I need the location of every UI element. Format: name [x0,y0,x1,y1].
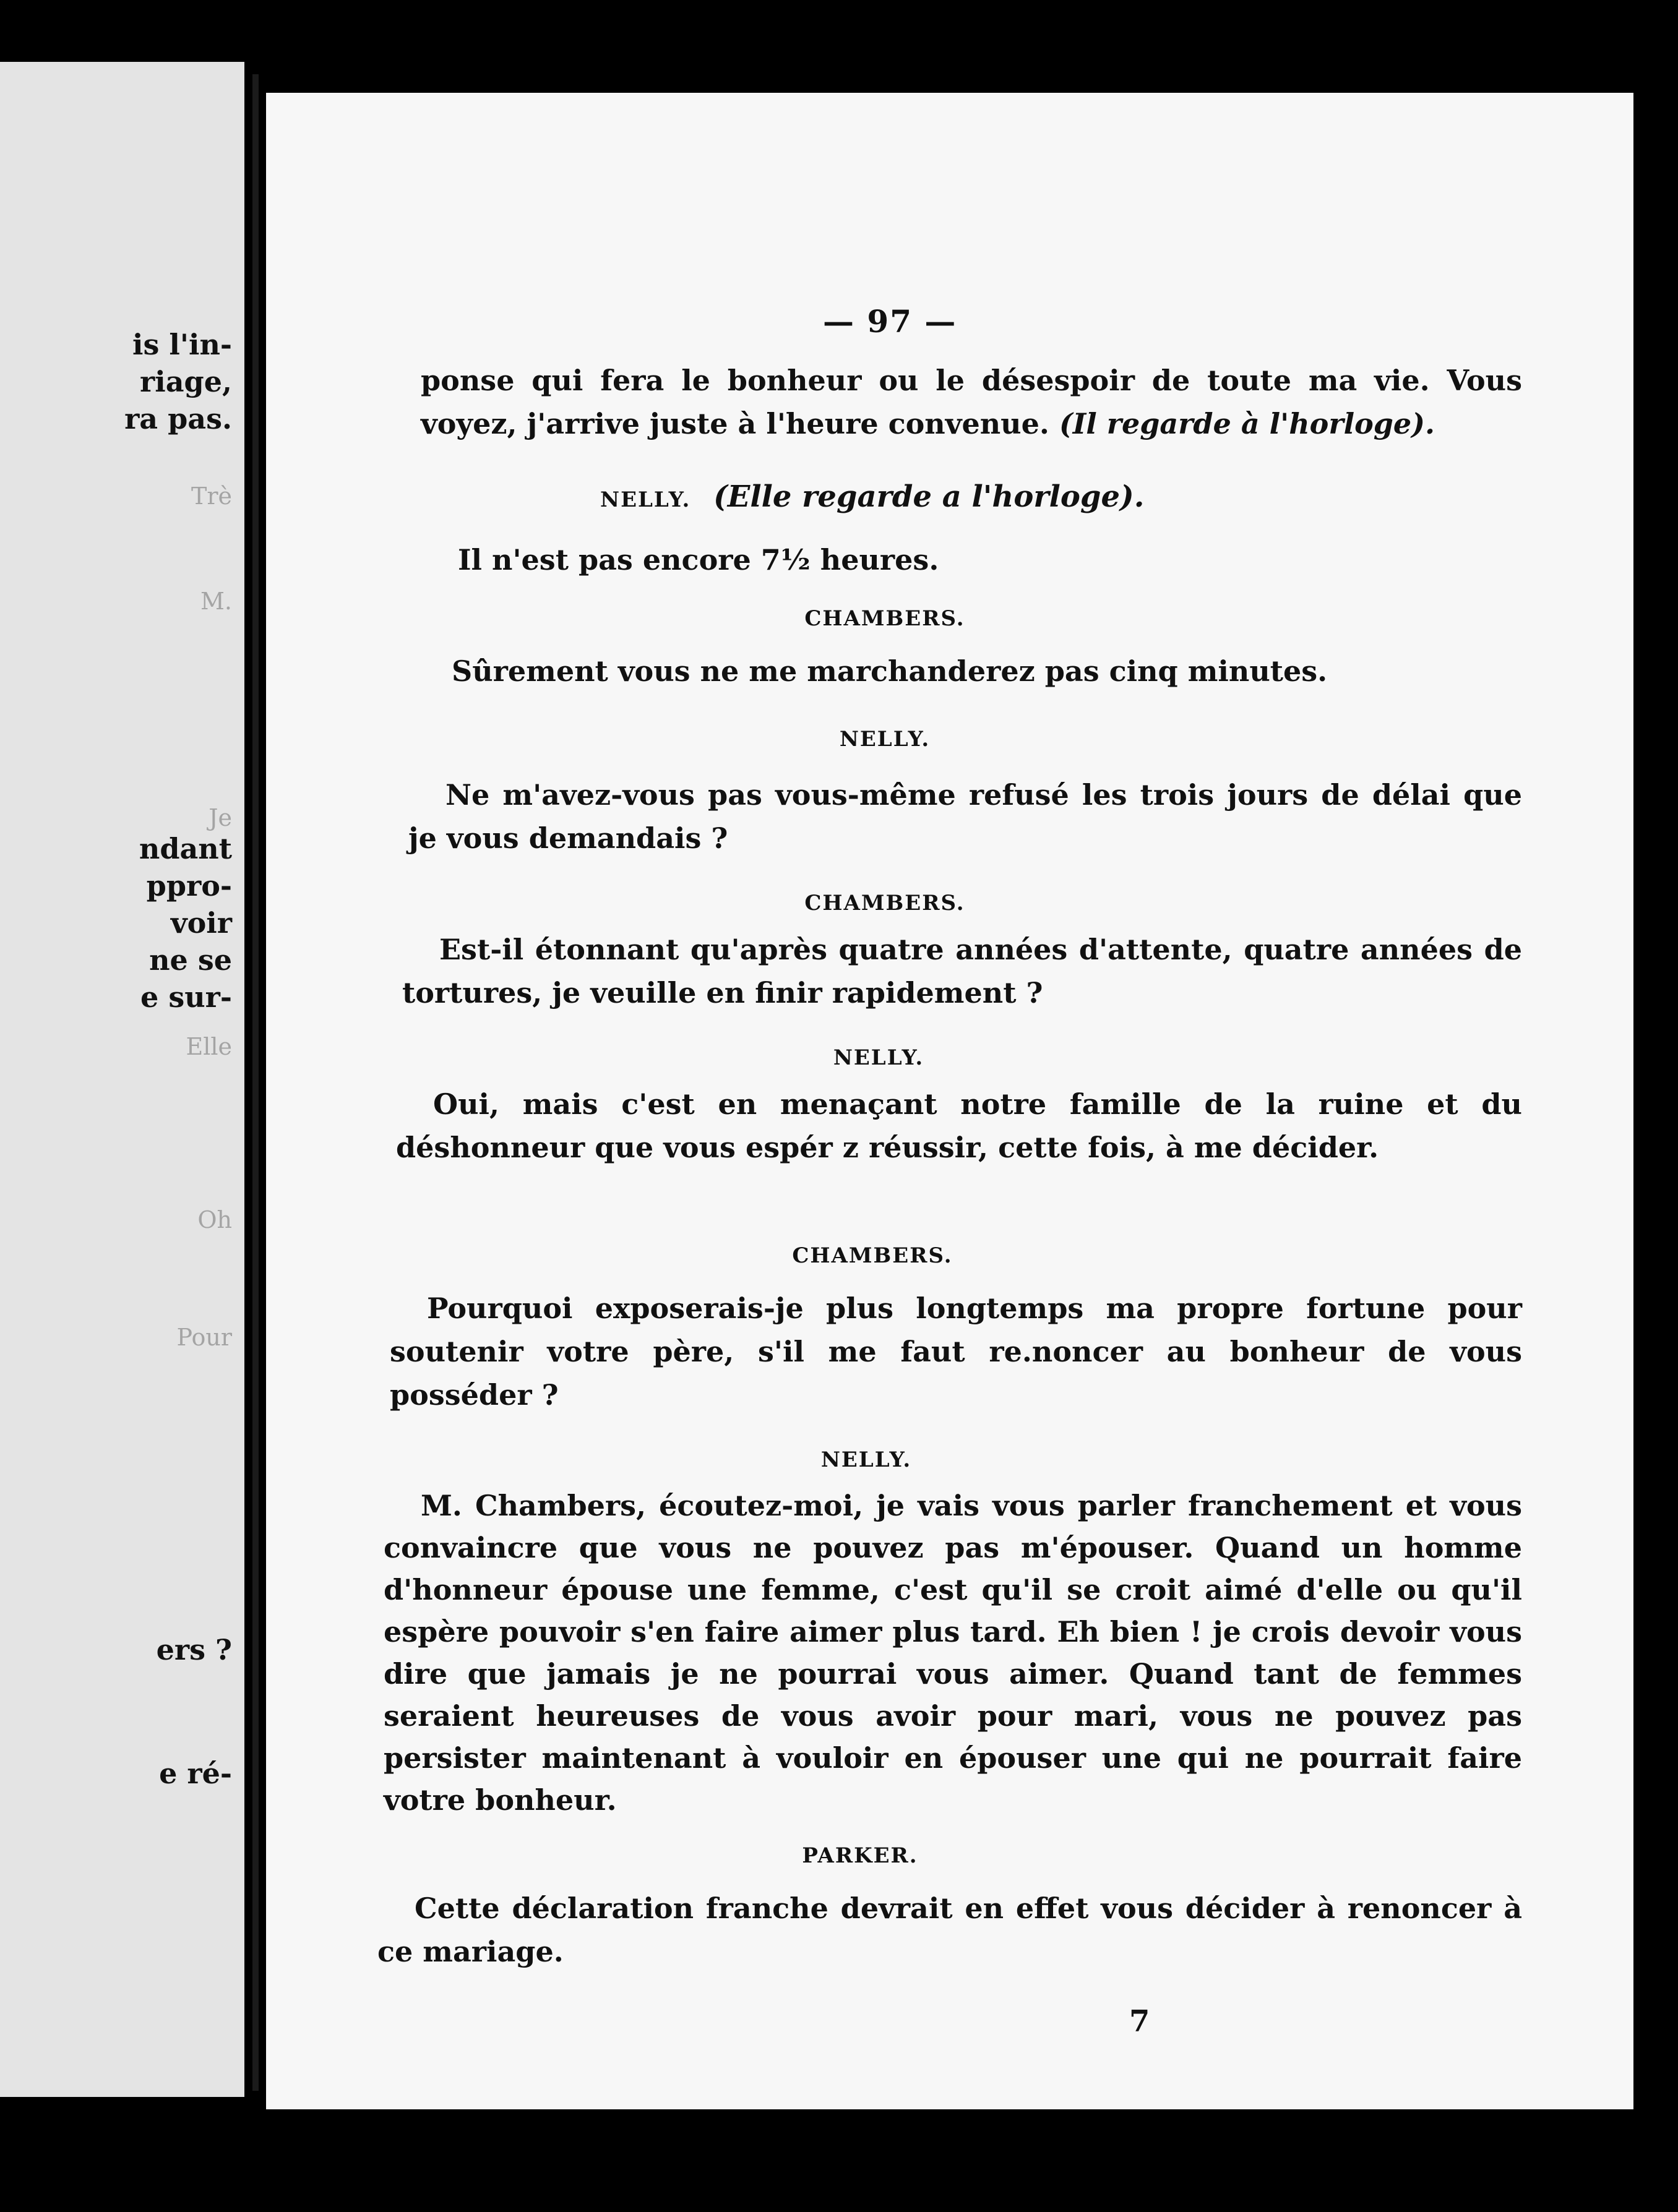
dialogue-paragraph [384,1485,1522,1821]
dialogue-paragraph [396,1082,1522,1169]
paragraph-text: M. Chambers, écoutez-moi, je vais vous parler franchement et vous convaincre que vous ne pouvez pas m'épouser. Quand un homme d'honneur épouse une femme, c'est qu'il se croit aimé d'elle ou qu'il espère pouvoir s'en faire aimer plus tard. Eh bien ! je crois devoir vous dire que jamais je ne pourrai vous aimer. Quand tant de femmes seraient heureuses de vous avoir pour mari, vous ne pouvez pas persister maintenant à vouloir en épouser une qui ne pourrait faire votre bonheur. [384,1489,1522,1817]
left-page-text: Pour [176,1324,232,1351]
left-page-fragment [0,62,244,2097]
speaker-name: CHAMBERS. [804,606,965,631]
speaker-name: PARKER. [802,1843,918,1868]
left-page-text: Je [209,804,232,831]
left-page-text: Oh [197,1206,232,1233]
left-page-text: Trè [191,482,232,510]
left-page-text: Elle [186,1033,232,1060]
speaker-name: NELLY. [600,487,691,512]
paragraph-text: ponse qui fera le bonheur ou le désespoir de toute ma vie. Vous voyez, j'arrive juste à l'heure convenue. [421,364,1522,440]
paragraph-text: Ne m'avez-vous pas vous-même refusé les trois jours de délai que je vous demandais ? [408,778,1522,855]
left-page-text: ppro- [146,869,232,902]
speaker-name: NELLY. [820,1447,912,1472]
dialogue-paragraph [402,928,1522,1014]
dialogue-paragraph [458,538,1522,581]
stage-direction: (Il regarde à l'horloge). [1059,407,1435,440]
book-page [266,93,1633,2109]
left-page-text: is l'in- [132,328,232,361]
left-page-text: riage, [140,365,232,398]
dialogue-paragraph [421,359,1522,445]
left-page-text: ra pas. [124,402,232,435]
page-binding-edge [252,74,259,2091]
paragraph-text: Cette déclaration franche devrait en effet vous décider à renoncer à ce mariage. [377,1892,1522,1968]
paragraph-text: Est-il étonnant qu'après quatre années d'attente, quatre années de tortures, je veuille en finir rapidement ? [402,933,1522,1010]
left-page-text: e sur- [140,980,232,1014]
stage-direction: (Elle regarde a l'horloge). [713,479,1145,514]
page-number-header: — 97 — [823,303,957,340]
speaker-name: CHAMBERS. [792,1243,953,1268]
left-page-text: voir [170,906,232,940]
paragraph-text: Sûrement vous ne me marchanderez pas cinq minutes. [452,654,1328,688]
speaker-line [600,479,1466,514]
left-page-text: ndant [139,832,232,865]
paragraph-text: Oui, mais c'est en menaçant notre famille de la ruine et du déshonneur que vous espér z réussir, cette fois, à me décider. [396,1087,1522,1164]
left-page-text: ers ? [156,1633,232,1666]
left-page-text: e ré- [159,1757,232,1790]
dialogue-paragraph [408,773,1522,860]
speaker-name: CHAMBERS. [804,891,965,915]
dialogue-paragraph [377,1887,1522,1973]
dialogue-paragraph [390,1287,1522,1417]
left-page-text: M. [200,588,232,615]
left-page-text: ne se [149,943,232,977]
paragraph-text: Il n'est pas encore 7½ heures. [458,543,939,577]
paragraph-text: Pourquoi exposerais-je plus longtemps ma propre fortune pour soutenir votre père, s'il me faut re.noncer au bonheur de vous posséder ? [390,1292,1522,1412]
speaker-name: NELLY. [839,727,931,752]
speaker-name: NELLY. [833,1045,924,1070]
dialogue-paragraph [452,649,1522,693]
signature-mark: 7 [1129,2004,1150,2039]
